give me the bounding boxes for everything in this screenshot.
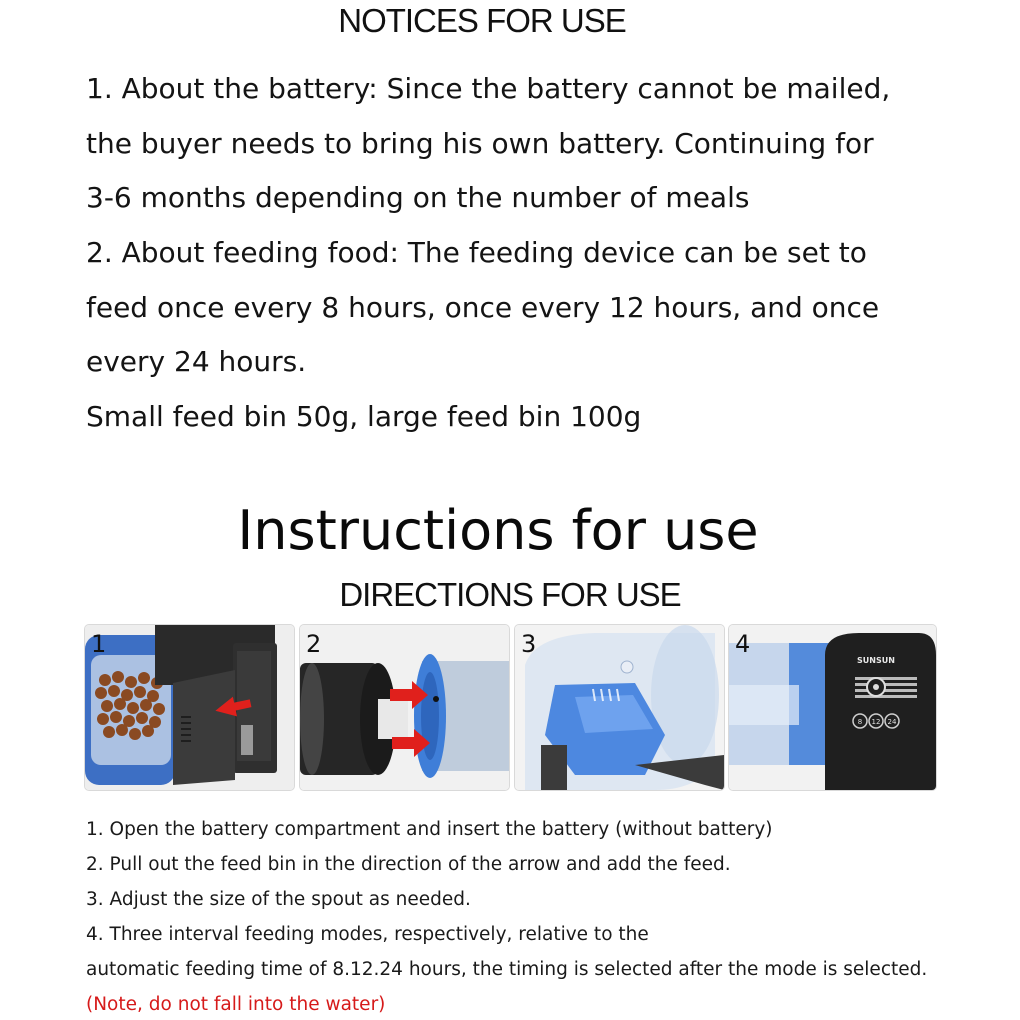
step-1-image bbox=[84, 624, 295, 791]
notices-heading: NOTICES FOR USE bbox=[338, 2, 626, 39]
step-1-number: 1 bbox=[91, 630, 107, 658]
notice-line-5: feed once every 8 hours, once every 12 hours, and once bbox=[86, 291, 880, 324]
directions-subheading: DIRECTIONS FOR USE bbox=[339, 576, 681, 613]
mode-12-label: 12 bbox=[871, 718, 881, 726]
spout-photo bbox=[515, 625, 724, 790]
feeder-panel-photo bbox=[729, 625, 936, 790]
notice-line-7: Small feed bin 50g, large feed bin 100g bbox=[86, 400, 642, 433]
notice-line-6: every 24 hours. bbox=[86, 345, 307, 378]
water-warning-note: (Note, do not fall into the water) bbox=[86, 994, 386, 1015]
step-line-1: 1. Open the battery compartment and insert the battery (without battery) bbox=[86, 819, 773, 840]
step-line-4: 4. Three interval feeding modes, respectively, relative to the bbox=[86, 924, 649, 945]
feed-bin-photo bbox=[300, 625, 509, 790]
mode-24-label: 24 bbox=[887, 718, 897, 726]
step-line-5: automatic feeding time of 8.12.24 hours, the timing is selected after the mode is selected. bbox=[86, 959, 928, 980]
step-line-3: 3. Adjust the size of the spout as needed. bbox=[86, 889, 471, 910]
notice-line-3: 3-6 months depending on the number of meals bbox=[86, 181, 750, 214]
step-line-2: 2. Pull out the feed bin in the direction of the arrow and add the feed. bbox=[86, 854, 731, 875]
step-2-number: 2 bbox=[306, 630, 322, 658]
notice-line-1: 1. About the battery: Since the battery cannot be mailed, bbox=[86, 72, 891, 105]
battery-compartment-photo bbox=[85, 625, 294, 790]
step-3-number: 3 bbox=[521, 630, 537, 658]
step-2-image bbox=[299, 624, 510, 791]
notice-line-4: 2. About feeding food: The feeding device can be set to bbox=[86, 236, 867, 269]
step-4-image bbox=[728, 624, 937, 791]
step-3-image bbox=[514, 624, 725, 791]
notice-line-2: the buyer needs to bring his own battery. Continuing for bbox=[86, 127, 874, 160]
step-4-number: 4 bbox=[735, 630, 751, 658]
instructions-heading: Instructions for use bbox=[237, 499, 759, 562]
brand-label: SUNSUN bbox=[857, 656, 895, 665]
mode-8-label: 8 bbox=[857, 718, 863, 726]
